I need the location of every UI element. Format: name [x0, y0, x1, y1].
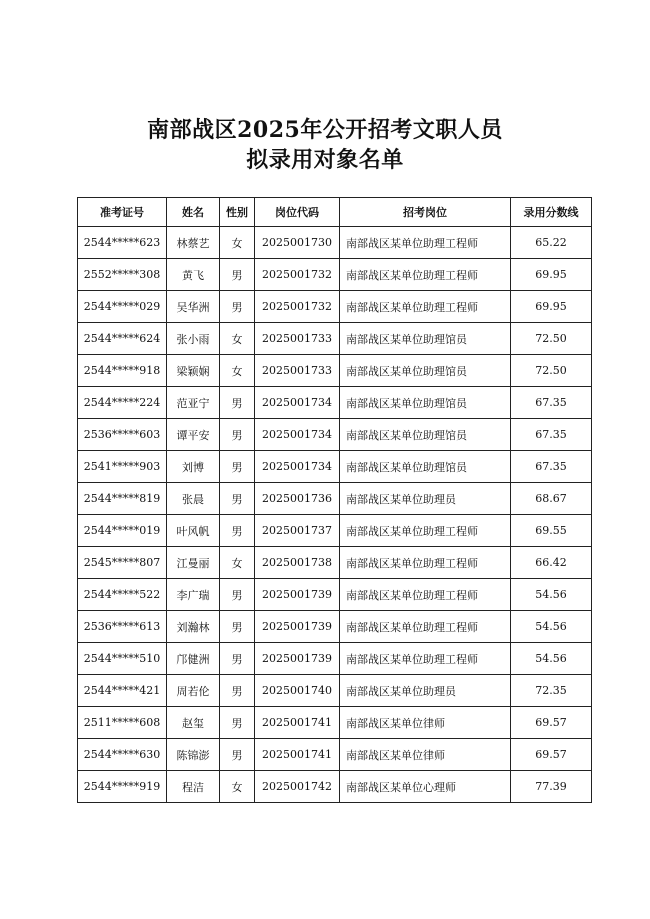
document-subtitle: 拟录用对象名单	[246, 147, 404, 173]
cell-post: 南部战区某单位助理馆员	[340, 387, 511, 419]
cell-exam-id: 2544*****623	[78, 227, 167, 259]
table-row	[78, 547, 592, 579]
cell-name: 张晨	[167, 483, 220, 515]
cell-post: 南部战区某单位助理馆员	[340, 419, 511, 451]
cell-name: 赵玺	[167, 707, 220, 739]
cell-score: 67.35	[511, 387, 592, 419]
table-row	[78, 419, 592, 451]
table-row	[78, 739, 592, 771]
cell-exam-id: 2544*****224	[78, 387, 167, 419]
cell-name: 江曼丽	[167, 547, 220, 579]
cell-post-code: 2025001733	[255, 355, 340, 387]
table-row	[78, 291, 592, 323]
cell-score: 69.95	[511, 291, 592, 323]
header-post: 招考岗位	[340, 198, 511, 227]
cell-name: 范亚宁	[167, 387, 220, 419]
header-gender: 性别	[220, 198, 255, 227]
cell-name: 刘博	[167, 451, 220, 483]
cell-post: 南部战区某单位助理馆员	[340, 355, 511, 387]
cell-post: 南部战区某单位律师	[340, 707, 511, 739]
cell-post-code: 2025001733	[255, 323, 340, 355]
table-row	[78, 483, 592, 515]
cell-score: 69.95	[511, 259, 592, 291]
cell-exam-id: 2544*****819	[78, 483, 167, 515]
document-title: 南部战区2025年公开招考文职人员	[147, 117, 503, 143]
cell-score: 68.67	[511, 483, 592, 515]
cell-exam-id: 2544*****029	[78, 291, 167, 323]
cell-gender: 男	[220, 387, 255, 419]
cell-post: 南部战区某单位助理工程师	[340, 291, 511, 323]
table-row	[78, 227, 592, 259]
cell-exam-id: 2536*****603	[78, 419, 167, 451]
cell-post: 南部战区某单位助理馆员	[340, 451, 511, 483]
cell-name: 李广瑞	[167, 579, 220, 611]
cell-score: 67.35	[511, 419, 592, 451]
cell-name: 邝健洲	[167, 643, 220, 675]
table-row	[78, 515, 592, 547]
cell-post-code: 2025001737	[255, 515, 340, 547]
cell-gender: 男	[220, 419, 255, 451]
table-row	[78, 579, 592, 611]
cell-post: 南部战区某单位助理工程师	[340, 515, 511, 547]
cell-gender: 女	[220, 323, 255, 355]
cell-gender: 男	[220, 675, 255, 707]
cell-name: 吴华洲	[167, 291, 220, 323]
cell-score: 67.35	[511, 451, 592, 483]
cell-exam-id: 2544*****019	[78, 515, 167, 547]
cell-post-code: 2025001739	[255, 579, 340, 611]
cell-exam-id: 2545*****807	[78, 547, 167, 579]
cell-exam-id: 2552*****308	[78, 259, 167, 291]
cell-gender: 男	[220, 579, 255, 611]
cell-exam-id: 2541*****903	[78, 451, 167, 483]
cell-score: 72.35	[511, 675, 592, 707]
cell-post: 南部战区某单位助理工程师	[340, 579, 511, 611]
cell-gender: 女	[220, 771, 255, 803]
table-row	[78, 643, 592, 675]
cell-gender: 男	[220, 611, 255, 643]
cell-name: 林蔡艺	[167, 227, 220, 259]
cell-post-code: 2025001741	[255, 707, 340, 739]
cell-exam-id: 2511*****608	[78, 707, 167, 739]
header-name: 姓名	[167, 198, 220, 227]
cell-score: 69.55	[511, 515, 592, 547]
cell-name: 刘瀚林	[167, 611, 220, 643]
cell-gender: 男	[220, 483, 255, 515]
cell-gender: 男	[220, 515, 255, 547]
cell-exam-id: 2544*****510	[78, 643, 167, 675]
cell-score: 72.50	[511, 323, 592, 355]
cell-exam-id: 2544*****522	[78, 579, 167, 611]
cell-post-code: 2025001739	[255, 611, 340, 643]
table-row	[78, 771, 592, 803]
cell-post: 南部战区某单位心理师	[340, 771, 511, 803]
cell-score: 54.56	[511, 579, 592, 611]
cell-name: 黄飞	[167, 259, 220, 291]
cell-post-code: 2025001730	[255, 227, 340, 259]
cell-score: 77.39	[511, 771, 592, 803]
cell-gender: 男	[220, 259, 255, 291]
table-row	[78, 259, 592, 291]
cell-score: 69.57	[511, 739, 592, 771]
cell-score: 65.22	[511, 227, 592, 259]
cell-exam-id: 2536*****613	[78, 611, 167, 643]
header-exam-id: 准考证号	[78, 198, 167, 227]
cell-exam-id: 2544*****918	[78, 355, 167, 387]
cell-gender: 女	[220, 227, 255, 259]
cell-exam-id: 2544*****624	[78, 323, 167, 355]
cell-post: 南部战区某单位助理工程师	[340, 643, 511, 675]
cell-post-code: 2025001732	[255, 259, 340, 291]
cell-exam-id: 2544*****421	[78, 675, 167, 707]
cell-gender: 男	[220, 707, 255, 739]
table-body	[78, 227, 592, 803]
cell-post-code: 2025001738	[255, 547, 340, 579]
cell-post: 南部战区某单位助理工程师	[340, 547, 511, 579]
cell-score: 54.56	[511, 611, 592, 643]
cell-post-code: 2025001732	[255, 291, 340, 323]
cell-exam-id: 2544*****919	[78, 771, 167, 803]
cell-gender: 男	[220, 739, 255, 771]
cell-name: 陈锦澎	[167, 739, 220, 771]
cell-gender: 男	[220, 451, 255, 483]
cell-gender: 男	[220, 643, 255, 675]
cell-post-code: 2025001742	[255, 771, 340, 803]
cell-score: 72.50	[511, 355, 592, 387]
cell-score: 54.56	[511, 643, 592, 675]
table-row	[78, 387, 592, 419]
cell-post: 南部战区某单位律师	[340, 739, 511, 771]
cell-name: 程洁	[167, 771, 220, 803]
cell-post: 南部战区某单位助理工程师	[340, 227, 511, 259]
cell-name: 张小雨	[167, 323, 220, 355]
table-row	[78, 611, 592, 643]
table-row	[78, 451, 592, 483]
table-header-row	[78, 198, 592, 227]
table-row	[78, 707, 592, 739]
cell-post: 南部战区某单位助理员	[340, 675, 511, 707]
cell-post-code: 2025001734	[255, 451, 340, 483]
header-post-code: 岗位代码	[255, 198, 340, 227]
cell-name: 叶风帆	[167, 515, 220, 547]
cell-post: 南部战区某单位助理工程师	[340, 611, 511, 643]
header-score: 录用分数线	[511, 198, 592, 227]
cell-post-code: 2025001736	[255, 483, 340, 515]
cell-name: 谭平安	[167, 419, 220, 451]
cell-post-code: 2025001734	[255, 419, 340, 451]
cell-post-code: 2025001741	[255, 739, 340, 771]
cell-post: 南部战区某单位助理馆员	[340, 323, 511, 355]
table-row	[78, 323, 592, 355]
cell-score: 69.57	[511, 707, 592, 739]
cell-post-code: 2025001740	[255, 675, 340, 707]
cell-exam-id: 2544*****630	[78, 739, 167, 771]
cell-name: 周若伦	[167, 675, 220, 707]
cell-gender: 女	[220, 355, 255, 387]
cell-gender: 男	[220, 291, 255, 323]
cell-score: 66.42	[511, 547, 592, 579]
cell-post: 南部战区某单位助理员	[340, 483, 511, 515]
cell-gender: 女	[220, 547, 255, 579]
table-row	[78, 675, 592, 707]
cell-post-code: 2025001734	[255, 387, 340, 419]
cell-post: 南部战区某单位助理工程师	[340, 259, 511, 291]
candidate-table	[77, 197, 592, 803]
cell-name: 梁颖娴	[167, 355, 220, 387]
table-row	[78, 355, 592, 387]
cell-post-code: 2025001739	[255, 643, 340, 675]
